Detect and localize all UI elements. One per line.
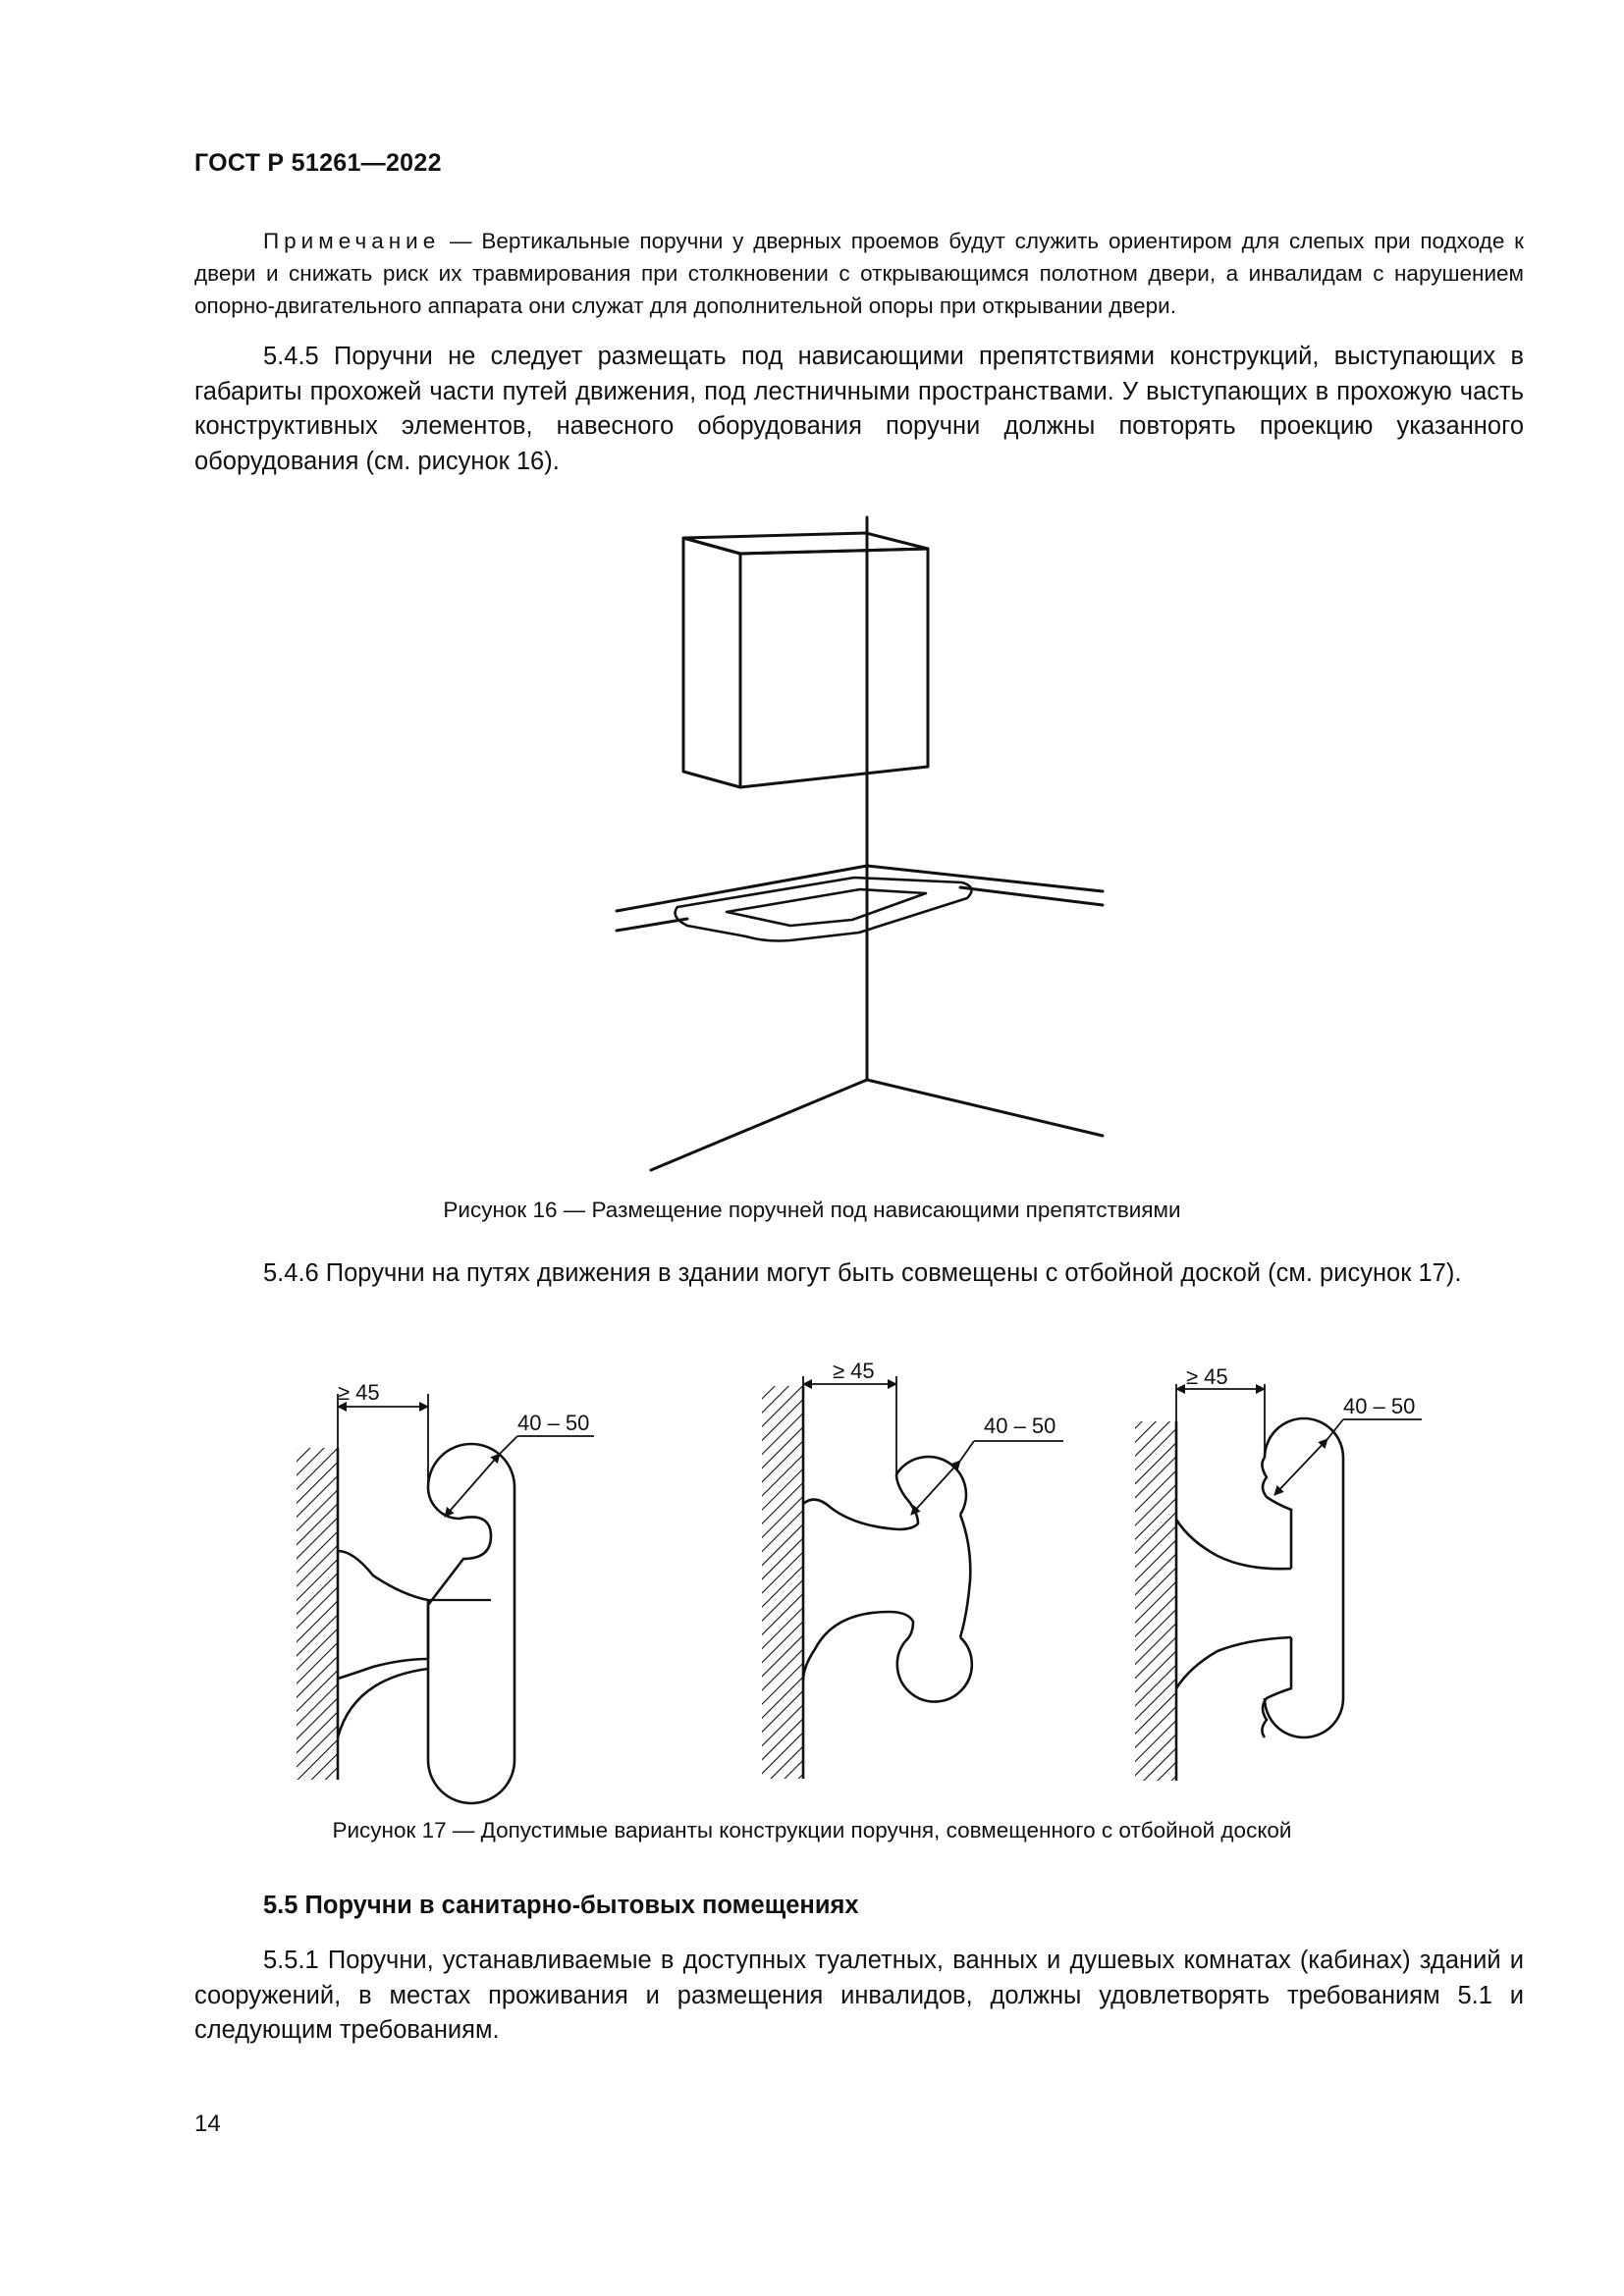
section-5-5-title: 5.5 Поручни в санитарно-бытовых помещениях xyxy=(263,1892,859,1919)
floor-line-right xyxy=(867,1080,1103,1136)
paragraph-5-5-1: 5.5.1 Поручни, устанавливаемые в доступных туалетных, ванных и душевых комнатах (кабинах) зданий и сооружений, в местах проживания и размещения инвалидов, должны удовлетворять требованиям 5.1 и следующим требованиям. xyxy=(194,1947,1524,2044)
paragraph-5-4-6: 5.4.6 Поручни на путях движения в здании могут быть совмещены с отбойной доской (см. рисунок 17). xyxy=(263,1259,1462,1287)
wall-line-left-top xyxy=(617,866,867,911)
handrail-variant-1 xyxy=(297,1394,594,1803)
note-label: Примечание xyxy=(263,229,441,253)
v3-dim-min: ≥ 45 xyxy=(1186,1364,1228,1389)
overhanging-box xyxy=(683,533,928,787)
handrail-variant-3 xyxy=(1135,1384,1422,1781)
handrail-loop xyxy=(676,878,972,941)
floor-line-left xyxy=(651,1080,867,1170)
figure-17-drawing xyxy=(0,1355,1624,1806)
note-paragraph xyxy=(194,225,1524,322)
wall-line-left-bottom xyxy=(617,919,687,931)
v1-dim-diameter: 40 – 50 xyxy=(517,1411,590,1435)
v2-dim-diameter: 40 – 50 xyxy=(984,1414,1056,1438)
paragraph-5-4-5: 5.4.5 Поручни не следует размещать под нависающими препятствиями конструкций, выступающих в габариты прохожей части путей движения, под лестничными пространствами. У выступающих в прохожую часть конструктивных элементов, навесного оборудования поручни должны повторять проекцию указанного оборудования (см. рисунок 16). xyxy=(194,343,1524,475)
figure-16-drawing xyxy=(0,501,1624,1188)
v2-dim-min: ≥ 45 xyxy=(833,1359,875,1383)
document-header: ГОСТ Р 51261—2022 xyxy=(194,149,442,177)
figure-17-caption: Рисунок 17 — Допустимые варианты конструкции поручня, совмещенного с отбойной доской xyxy=(332,1818,1292,1842)
v1-dim-min: ≥ 45 xyxy=(338,1380,380,1405)
note-text: — Вертикальные поручни у дверных проемов будут служить ориентиром для слепых при подходе к двери и снижать риск их травмирования при столкновении с открывающимся полотном двери, а инвалидам с нарушением опорно-двигательного аппарата они служат для дополнительной опоры при открывании двери. xyxy=(194,229,1524,318)
page-number: 14 xyxy=(194,2110,221,2137)
figure-16-caption: Рисунок 16 — Размещение поручней под нависающими препятствиями xyxy=(443,1198,1181,1222)
v3-dim-diameter: 40 – 50 xyxy=(1343,1394,1416,1418)
